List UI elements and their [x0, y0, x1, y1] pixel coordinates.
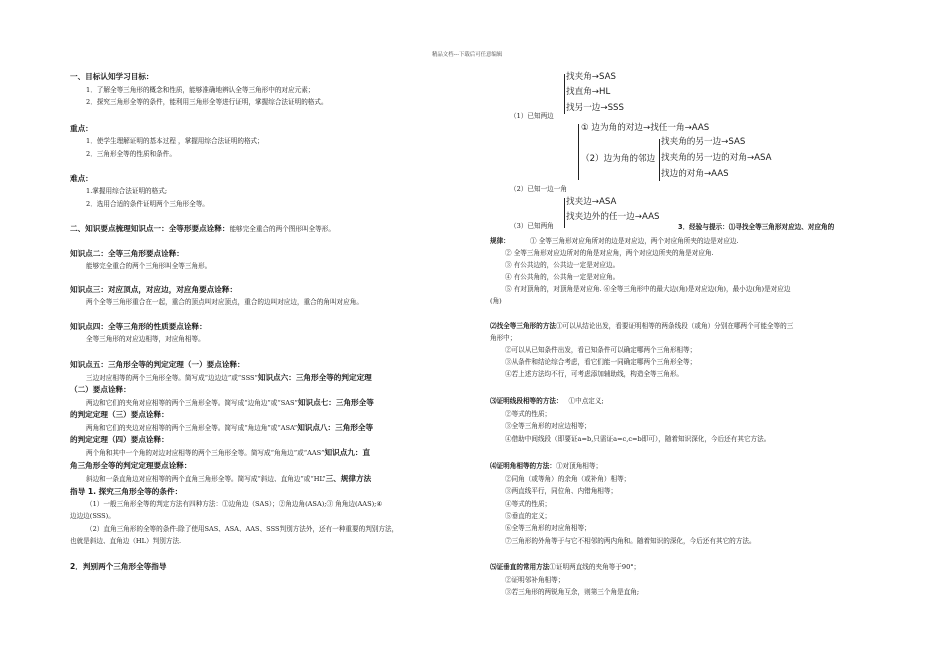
- case-two-sides-opt-1: 找夹角→SAS: [566, 72, 616, 82]
- case-two-sides-opt-3: 找另一边→SSS: [566, 103, 624, 113]
- case-side-angle-brace: [578, 124, 579, 180]
- angle-methods-line-3: ③两直线平行，同位角、内错角相等；: [505, 487, 618, 495]
- knowledge-point-1: [70, 224, 335, 234]
- case-adjacent-opt-2: 找夹角的另一边的对角→ASA: [661, 153, 772, 163]
- perpendicular-methods-line-2: ②证明邻补角相等；: [505, 576, 565, 584]
- find-methods-line-3: ③从条件和结论综合考虑，看它们能一同确定哪两个三角形全等；: [505, 358, 697, 366]
- knowledge-point-1-text: 能够完全重合的两个图形叫全等形。: [229, 225, 335, 233]
- section-goals-title: 一、目标认知学习目标：: [70, 72, 154, 81]
- rule-item-5: ⑤ 有对顶角的，对顶角是对应角. ⑥全等三角形中的最大边(角)是对应边(角)，最小边(角)是对应边: [505, 285, 791, 293]
- knowledge-point-2-title: 知识点二：全等三角形要点诠释：: [70, 249, 184, 258]
- knowledge-point-1-title: 二、知识要点梳理知识点一：全等形要点诠释：: [70, 224, 230, 233]
- segment-methods-line-1: [490, 397, 604, 406]
- rule-item-4: ④ 有公共角的，公共角一定是对应角。: [505, 273, 620, 281]
- sss-text: 三边对应相等的两个三角形全等。简写成“边边边”或“SSS”: [86, 374, 258, 382]
- find-methods-line-2: ②可以从已知条件出发，看已知条件可以确定哪两个三角形相等；: [505, 346, 697, 354]
- perpendicular-methods-text-1: ①证明两直线的夹角等于90°；: [549, 563, 641, 571]
- knowledge-point-5-line: [86, 373, 372, 383]
- section-judging-title: 2．判别两个三角形全等指导: [70, 562, 167, 571]
- find-methods-title: ⑵找全等三角形的方法: [490, 322, 556, 330]
- knowledge-point-6-title: 知识点六：三角形全等的判定定理: [257, 373, 372, 382]
- knowledge-point-9-line: [86, 474, 371, 484]
- knowledge-point-8-line: [86, 448, 370, 458]
- knowledge-point-8-title: 知识点八：三角形全等: [297, 423, 374, 432]
- case-two-sides-brace: [564, 74, 565, 114]
- rule-item-1: ① 全等三角形对应角所对的边是对应边，两个对应角所夹的边是对应边.: [530, 237, 739, 245]
- goals-line-2: 2．探究三角形全等的条件，能利用三角形全等进行证明，掌握综合法证明的格式。: [86, 98, 328, 106]
- knowledge-point-9-title-cont: 角三角形全等的判定定理要点诠释：: [70, 461, 192, 470]
- angle-methods-line-4: ④等式的性质；: [505, 500, 552, 508]
- knowledge-point-6-line: [86, 398, 374, 408]
- knowledge-point-7-title: 知识点七：三角形全等: [297, 398, 374, 407]
- tips-title: 3．经验与提示：⑴寻找全等三角形对应边、对应角的: [678, 223, 835, 231]
- knowledge-point-6-title-cont: （二）要点诠释：: [70, 385, 131, 394]
- perpendicular-methods-line-1: [490, 563, 640, 572]
- asa-text: 两角和它们的夹边对应相等的两个三角形全等。简写成“角边角”或“ASA”: [86, 424, 298, 432]
- angle-methods-line-7: ⑦三角形的外角等于与它不相邻的两内角和。随着知识的深化，今后还有其它的方法。: [505, 537, 756, 545]
- find-methods-line-1: [490, 322, 793, 331]
- methods-line-1: （1）一般三角形全等的判定方法有四种方法：①边角边（SAS）；②角边角(ASA);③ 角角边(AAS);④: [86, 500, 383, 508]
- knowledge-point-4-title: 知识点四：全等三角形的性质要点诠释：: [70, 322, 207, 331]
- hl-text: 斜边和一条直角边对应相等的两个直角三角形全等。简写成“斜边、直角边”或“HL”: [86, 475, 326, 483]
- methods-line-3: （2）直角三角形的全等的条件:除了使用SAS、ASA、AAS、SSS判別方法外，还有一种重要的判别方法，: [86, 525, 399, 533]
- segment-methods-title: ⑶证明线段相等的方法：: [490, 397, 563, 405]
- methods-line-4: 也就是斜边、直角边（HL）判别方法.: [70, 537, 182, 545]
- knowledge-point-7-title-cont: 的判定定理（三）要点诠释：: [70, 410, 169, 419]
- find-methods-line-4: ④若上述方法均不行，可考虑添加辅助线，构造全等三角形。: [505, 370, 684, 378]
- knowledge-point-2-text: 能够完全重合的两个三角形叫全等三角形。: [86, 262, 212, 270]
- angle-methods-line-6: ⑥全等三角形的对应角相等；: [505, 524, 591, 532]
- case-two-angles-opt-1: 找夹边→ASA: [566, 197, 617, 207]
- key-line-1: 1．使学生理解证明的基本过程 ，掌握用综合法证明的格式；: [86, 137, 264, 145]
- case-adjacent-opt-1: 找夹角的另一边→SAS: [661, 137, 746, 147]
- sas-text: 两边和它们的夹角对应相等的两个三角形全等。简写成“边角边”或“SAS”: [86, 399, 298, 407]
- segment-methods-line-4: ④借助中间线段（即要证a=b,只需证a=c,c=b即可），随着知识深化，今后还有其它方法。: [505, 435, 771, 443]
- rule-label: 规律：: [490, 237, 510, 245]
- knowledge-point-3-title: 知识点三：对应顶点，对应边，对应角要点诠释：: [70, 285, 238, 294]
- page-header: 精品文档---下载后可任意编辑: [432, 52, 503, 58]
- case-two-angles-brace: [564, 198, 565, 228]
- section-difficulty-title: 难点：: [70, 174, 93, 183]
- angle-methods-line-1: [490, 462, 602, 471]
- case-two-angles-opt-2: 找夹边外的任一边→AAS: [566, 212, 660, 222]
- rule-item-5-cont: (角): [490, 297, 502, 305]
- knowledge-point-3-text: 两个全等三角形重合在一起，重合的顶点叫对应顶点，重合的边叫对应边，重合的角叫对应角。: [86, 298, 363, 306]
- case-side-angle-label: （2）已知一边一角: [510, 185, 567, 193]
- knowledge-point-9-title: 知识点九：直: [324, 448, 371, 457]
- section-methods-title: 三、规律方法: [325, 474, 372, 483]
- knowledge-point-8-title-cont: 的判定定理（四）要点诠释：: [70, 435, 169, 444]
- section-methods-title-cont: 指导 1. 探究三角形全等的条件：: [70, 487, 183, 496]
- knowledge-point-7-line: [86, 423, 373, 433]
- knowledge-point-5-title: 知识点五：三角形全等的判定定理（一）要点诠释：: [70, 360, 245, 369]
- case-two-sides-opt-2: 找直角→HL: [566, 87, 611, 97]
- find-methods-line-1-cont: 角形中；: [490, 334, 517, 342]
- angle-methods-line-5: ⑤垂直的定义；: [505, 512, 552, 520]
- difficulty-line-2: 2．选用合适的条件证明两个三角形全等。: [86, 200, 209, 208]
- section-key-title: 重点：: [70, 124, 93, 133]
- angle-methods-text-1: ①对顶角相等；: [555, 462, 603, 470]
- perpendicular-methods-title: ⑸证垂直的常用方法: [490, 563, 550, 571]
- case-opposite-side: ① 边为角的对边→找任一角→AAS: [581, 123, 710, 133]
- segment-methods-text-1: ①中点定义;: [568, 397, 604, 405]
- aas-text: 两个角和其中一个角的对边对应相等的两个三角形全等。简写成“角角边”或“AAS”: [86, 449, 325, 457]
- difficulty-line-1: 1.掌握用综合法证明的格式;: [86, 187, 168, 195]
- angle-methods-line-2: ②同角（或等角）的余角（或补角）相等；: [505, 475, 631, 483]
- case-two-sides-label: （1）已知两边: [510, 112, 554, 120]
- case-adjacent-side-brace: [659, 139, 660, 181]
- key-line-2: 2．三角形全等的性质和条件。: [86, 150, 176, 158]
- angle-methods-title: ⑷证明角相等的方法：: [490, 462, 556, 470]
- segment-methods-line-2: ②等式的性质；: [505, 410, 552, 418]
- case-two-angles-label: （3）已知两角: [510, 222, 554, 230]
- rule-item-2: ② 全等三角形对应边所对的角是对应角，两个对应边所夹的角是对应角.: [505, 249, 714, 257]
- case-adjacent-side: （2）边为角的邻边: [581, 154, 656, 164]
- knowledge-point-4-text: 全等三角形的对应边相等，对应角相等。: [86, 335, 205, 343]
- goals-line-1: 1．了解全等三角形的概念和性质，能够准确地辨认全等三角形中的对应元素；: [86, 86, 315, 94]
- segment-methods-line-3: ③全等三角形的对应边相等；: [505, 422, 591, 430]
- perpendicular-methods-line-3: ③若三角形的两锐角互余，则第三个角是直角;: [505, 588, 640, 596]
- find-methods-text-1: ①可以从结论出发，看要证明相等的两条线段（或角）分别在哪两个可能全等的三: [555, 322, 794, 330]
- rule-item-3: ③ 有公共边的，公共边一定是对应边。: [505, 261, 620, 269]
- case-adjacent-opt-3: 找边的对角→AAS: [661, 169, 729, 179]
- methods-line-2: 边边边(SSS)。: [70, 512, 115, 520]
